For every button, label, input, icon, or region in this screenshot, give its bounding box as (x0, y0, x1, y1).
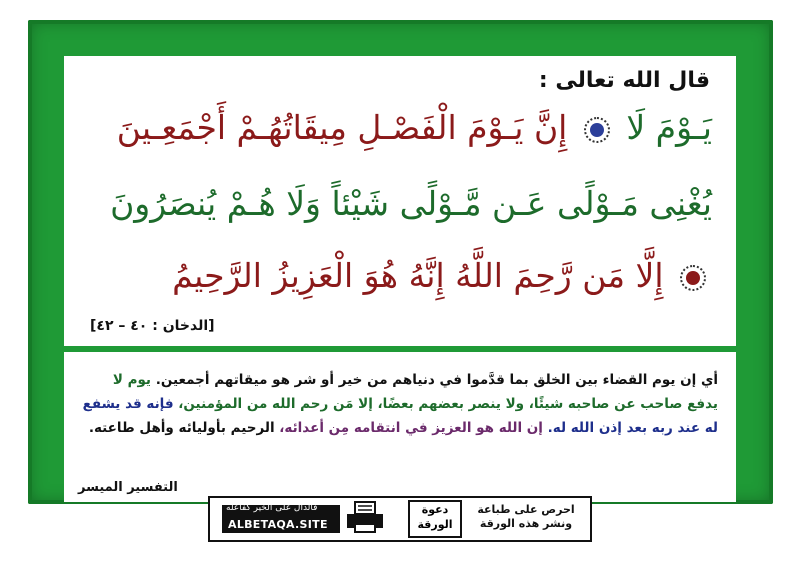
verse-line-2: يُغْنِى مَـوْلًى عَـن مَّـوْلًى شَيْئاً وَلَا هُـمْ يُنصَرُونَ (110, 184, 712, 223)
tafsir-part-b: يوم لا يدفع صاحب عن صاحبه شيئًا، ولا ينصر بعضهم بعضًا، إلا مَن رحم الله من المؤمنين، (112, 372, 718, 412)
tafsir-part-c: فإنه قد يشفع له عند ربه بعد إذن الله له. (82, 396, 718, 436)
logo: دعوة الورقة (408, 500, 462, 538)
site-label: فالدال على الخير كفاعله (226, 503, 318, 513)
verse-end-marker-icon (584, 117, 610, 143)
verse-line-1-end: يَـوْمَ لَا (626, 108, 712, 147)
tafsir-source: التفسير الميسر (78, 480, 178, 495)
verse-end-marker-icon (680, 265, 706, 291)
tafsir-text (78, 368, 718, 440)
tafsir-part-d: إن الله هو العزيز في انتقامه مِن أعدائه، (279, 420, 543, 436)
verse-line-3 (172, 256, 712, 295)
printer-icon (345, 500, 385, 534)
verse-panel (64, 56, 736, 346)
print-urge (470, 503, 582, 531)
verse-reference: [الدخان : ٤٠ – ٤٢] (90, 318, 215, 334)
tafsir-part-e: الرحيم بأوليائه وأهل طاعته. (88, 420, 275, 436)
verse-line-1 (117, 108, 712, 147)
urge-line-2: ونشر هذه الورقة (479, 517, 573, 530)
verse-line-1-start: إِنَّ يَـوْمَ الْفَصْـلِ مِيقَاتُهُـمْ أَجْمَعِـينَ (116, 108, 568, 147)
urge-line-1: احرص على طباعة (477, 503, 575, 516)
site-url[interactable]: ALBETAQA.SITE (228, 518, 328, 531)
tafsir-part-a: أي إن يوم القضاء بين الخلق بما قدَّموا في دنياهم من خير أو شر هو ميقاتهم أجمعين. (155, 372, 718, 388)
verse-header: قال الله تعالى : (538, 68, 710, 93)
verse-line-3-text: إِلَّا مَن رَّحِمَ اللَّهُ إِنَّهُ هُوَ الْعَزِيزُ الرَّحِيمُ (172, 256, 664, 295)
tafsir-panel (64, 352, 736, 502)
